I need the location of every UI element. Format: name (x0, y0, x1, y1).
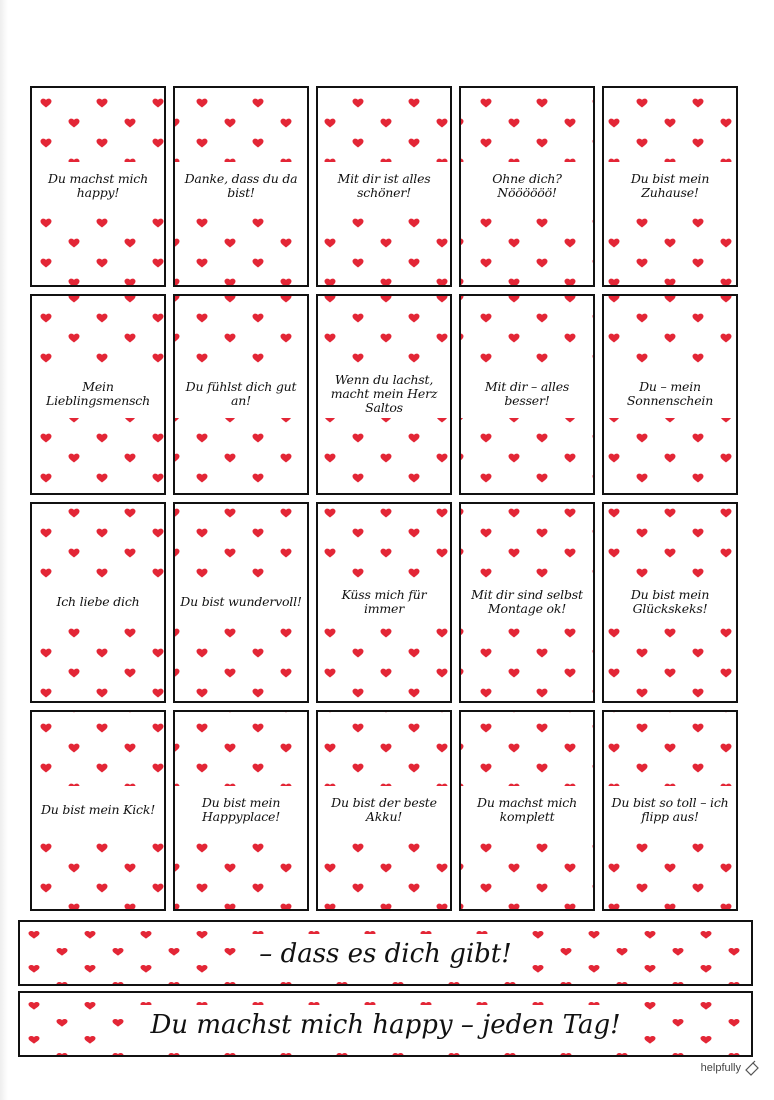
card-label-band (604, 578, 736, 626)
card-label-band (461, 162, 593, 210)
card-text: Mit dir – alles besser! (484, 379, 570, 408)
gift-card (459, 710, 595, 911)
gift-card (173, 86, 309, 287)
card-label-band (32, 370, 164, 418)
card-text: Du machst mich komplett (477, 795, 577, 824)
strip-label-band (136, 1005, 634, 1045)
gift-card (316, 294, 452, 495)
card-label-band (461, 786, 593, 834)
card-label-band (318, 578, 450, 626)
strip-1 (18, 920, 753, 986)
card-label-band (32, 578, 164, 626)
card-text: Du bist wundervoll! (180, 594, 302, 609)
card-text: Mit dir ist alles schöner! (337, 171, 431, 200)
gift-card (30, 502, 166, 703)
gift-card (316, 86, 452, 287)
card-label-band (175, 162, 307, 210)
gift-card (602, 294, 738, 495)
card-label-band (461, 370, 593, 418)
card-text: Du – mein Sonnenschein (626, 379, 714, 408)
card-text: Danke, dass du da bist! (184, 171, 298, 200)
card-text: Du machst mich happy! (48, 171, 148, 200)
card-text: Du bist mein Kick! (40, 802, 156, 817)
card-label-band (318, 370, 450, 418)
card-text: Mit dir sind selbst Montage ok! (471, 587, 583, 616)
card-text: Du bist mein Zuhause! (630, 171, 710, 200)
card-label-band (604, 162, 736, 210)
gift-card (316, 502, 452, 703)
gift-card (30, 86, 166, 287)
card-label-band (318, 786, 450, 834)
card-text: Du bist der beste Akku! (331, 795, 437, 824)
gift-card (173, 294, 309, 495)
card-label-band (32, 786, 164, 834)
gift-card (30, 710, 166, 911)
gift-card (459, 294, 595, 495)
card-text: Ich liebe dich (56, 594, 140, 609)
gift-card (316, 710, 452, 911)
gift-card (459, 502, 595, 703)
card-label-band (318, 162, 450, 210)
gift-card (459, 86, 595, 287)
card-text: Du bist so toll – ich flipp aus! (611, 795, 729, 824)
strip-text: Du machst mich happy – jeden Tag! (150, 1010, 621, 1040)
gift-card (602, 710, 738, 911)
card-text: Mein Lieblingsmensch (46, 379, 150, 408)
gift-card (173, 710, 309, 911)
gift-card (30, 294, 166, 495)
card-label-band (32, 162, 164, 210)
helpfully-logo-icon (744, 1060, 760, 1076)
gift-card (173, 502, 309, 703)
card-text: Du fühlst dich gut an! (185, 379, 297, 408)
brand-mark (701, 1060, 760, 1076)
strip-text: – dass es dich gibt! (259, 939, 512, 969)
gift-card (602, 86, 738, 287)
card-text: Du bist mein Glückskeks! (630, 587, 710, 616)
card-label-band (175, 786, 307, 834)
strip-2 (18, 991, 753, 1057)
page-edge-shadow (0, 0, 8, 1100)
card-label-band (175, 578, 307, 626)
card-label-band (604, 370, 736, 418)
card-text: Küss mich für immer (341, 587, 427, 616)
card-label-band (461, 578, 593, 626)
brand-name: helpfully (700, 1062, 741, 1074)
card-text: Ohne dich? Nöööööö! (492, 171, 562, 200)
card-text: Du bist mein Happyplace! (201, 795, 281, 824)
card-text: Wenn du lachst, macht mein Herz Saltos (330, 372, 438, 415)
card-label-band (175, 370, 307, 418)
card-label-band (604, 786, 736, 834)
gift-card (602, 502, 738, 703)
strip-label-band (245, 934, 525, 974)
